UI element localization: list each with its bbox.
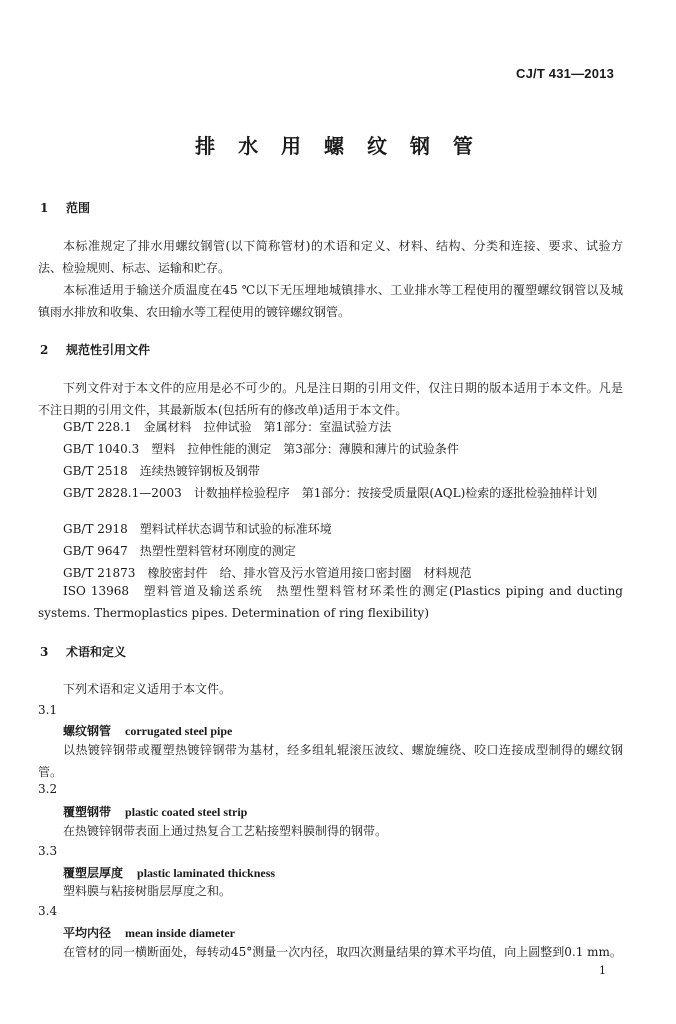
term-english: plastic laminated thickness [137, 866, 276, 880]
reference-item: GB/T 2918 塑料试样状态调节和试验的标准环境 [63, 522, 332, 536]
term-chinese: 螺纹钢管 [63, 724, 112, 738]
reference-item: GB/T 2828.1—2003 计数抽样检验程序 第1部分：按接受质量限(AQL)检索的逐批检验抽样计划 [63, 486, 598, 500]
section-number: 1 [40, 201, 49, 215]
section-3-heading [40, 643, 126, 660]
section-1-heading [40, 199, 90, 216]
section-title: 术语和定义 [66, 645, 127, 659]
reference-item: ISO 13968 塑料管道及输送系统 热塑性塑料管材环柔性的测定(Plastics piping and ducting systems. Thermoplastics pipes. Determination of ring flexibility) [38, 584, 623, 620]
term-number: 3.3 [38, 844, 58, 858]
document-code: CJ/T 431—2013 [516, 66, 614, 81]
term-english: plastic coated steel strip [125, 805, 248, 819]
section-number: 2 [40, 343, 49, 357]
terms-intro: 下列术语和定义适用于本文件。 [63, 682, 232, 696]
section-number: 3 [40, 645, 49, 659]
reference-item: GB/T 228.1 金属材料 拉伸试验 第1部分：室温试验方法 [63, 420, 392, 434]
document-title: 排 水 用 螺 纹 钢 管 [195, 134, 481, 158]
section-title: 范围 [66, 201, 91, 215]
scope-paragraph: 本标准规定了排水用螺纹钢管(以下简称管材)的术语和定义、材料、结构、分类和连接、要求、试验方法、检验规则、标志、运输和贮存。 [38, 239, 623, 275]
section-2-heading [40, 341, 150, 358]
term-heading [63, 722, 232, 739]
reference-item: GB/T 1040.3 塑料 拉伸性能的测定 第3部分：薄膜和薄片的试验条件 [63, 442, 459, 456]
term-definition: 在热镀锌钢带表面上通过热复合工艺粘接塑料膜制得的钢带。 [63, 824, 388, 838]
term-english: corrugated steel pipe [125, 724, 233, 738]
term-heading [63, 803, 247, 820]
section-title: 规范性引用文件 [66, 343, 151, 357]
term-definition: 塑料膜与粘接树脂层厚度之和。 [63, 884, 232, 898]
term-english: mean inside diameter [125, 926, 236, 940]
term-heading [63, 864, 275, 881]
term-number: 3.1 [38, 703, 58, 717]
references-intro: 下列文件对于本文件的应用是必不可少的。凡是注日期的引用文件，仅注日期的版本适用于本文件。凡是不注日期的引用文件，其最新版本(包括所有的修改单)适用于本文件。 [38, 381, 623, 417]
term-definition: 在管材的同一横断面处，每转动45°测量一次内径，取四次测量结果的算术平均值，向上圆整到0.1 mm。 [63, 945, 622, 959]
reference-item: GB/T 21873 橡胶密封件 给、排水管及污水管道用接口密封圈 材料规范 [63, 566, 472, 580]
term-definition: 以热镀锌钢带或覆塑热镀锌钢带为基材，经多组轧辊滚压波纹、螺旋缠绕、咬口连接成型制得的螺纹钢管。 [38, 743, 623, 779]
term-chinese: 覆塑钢带 [63, 805, 112, 819]
scope-paragraph: 本标准适用于输送介质温度在45 ℃以下无压埋地城镇排水、工业排水等工程使用的覆塑螺纹钢管以及城镇雨水排放和收集、农田输水等工程使用的镀锌螺纹钢管。 [38, 283, 623, 319]
reference-item: GB/T 2518 连续热镀锌钢板及钢带 [63, 464, 260, 478]
term-number: 3.4 [38, 904, 58, 918]
term-number: 3.2 [38, 782, 58, 796]
page-number: 1 [599, 964, 606, 977]
term-chinese: 平均内径 [63, 926, 112, 940]
reference-item: GB/T 9647 热塑性塑料管材环刚度的测定 [63, 544, 296, 558]
term-heading [63, 924, 235, 941]
term-chinese: 覆塑层厚度 [63, 866, 124, 880]
